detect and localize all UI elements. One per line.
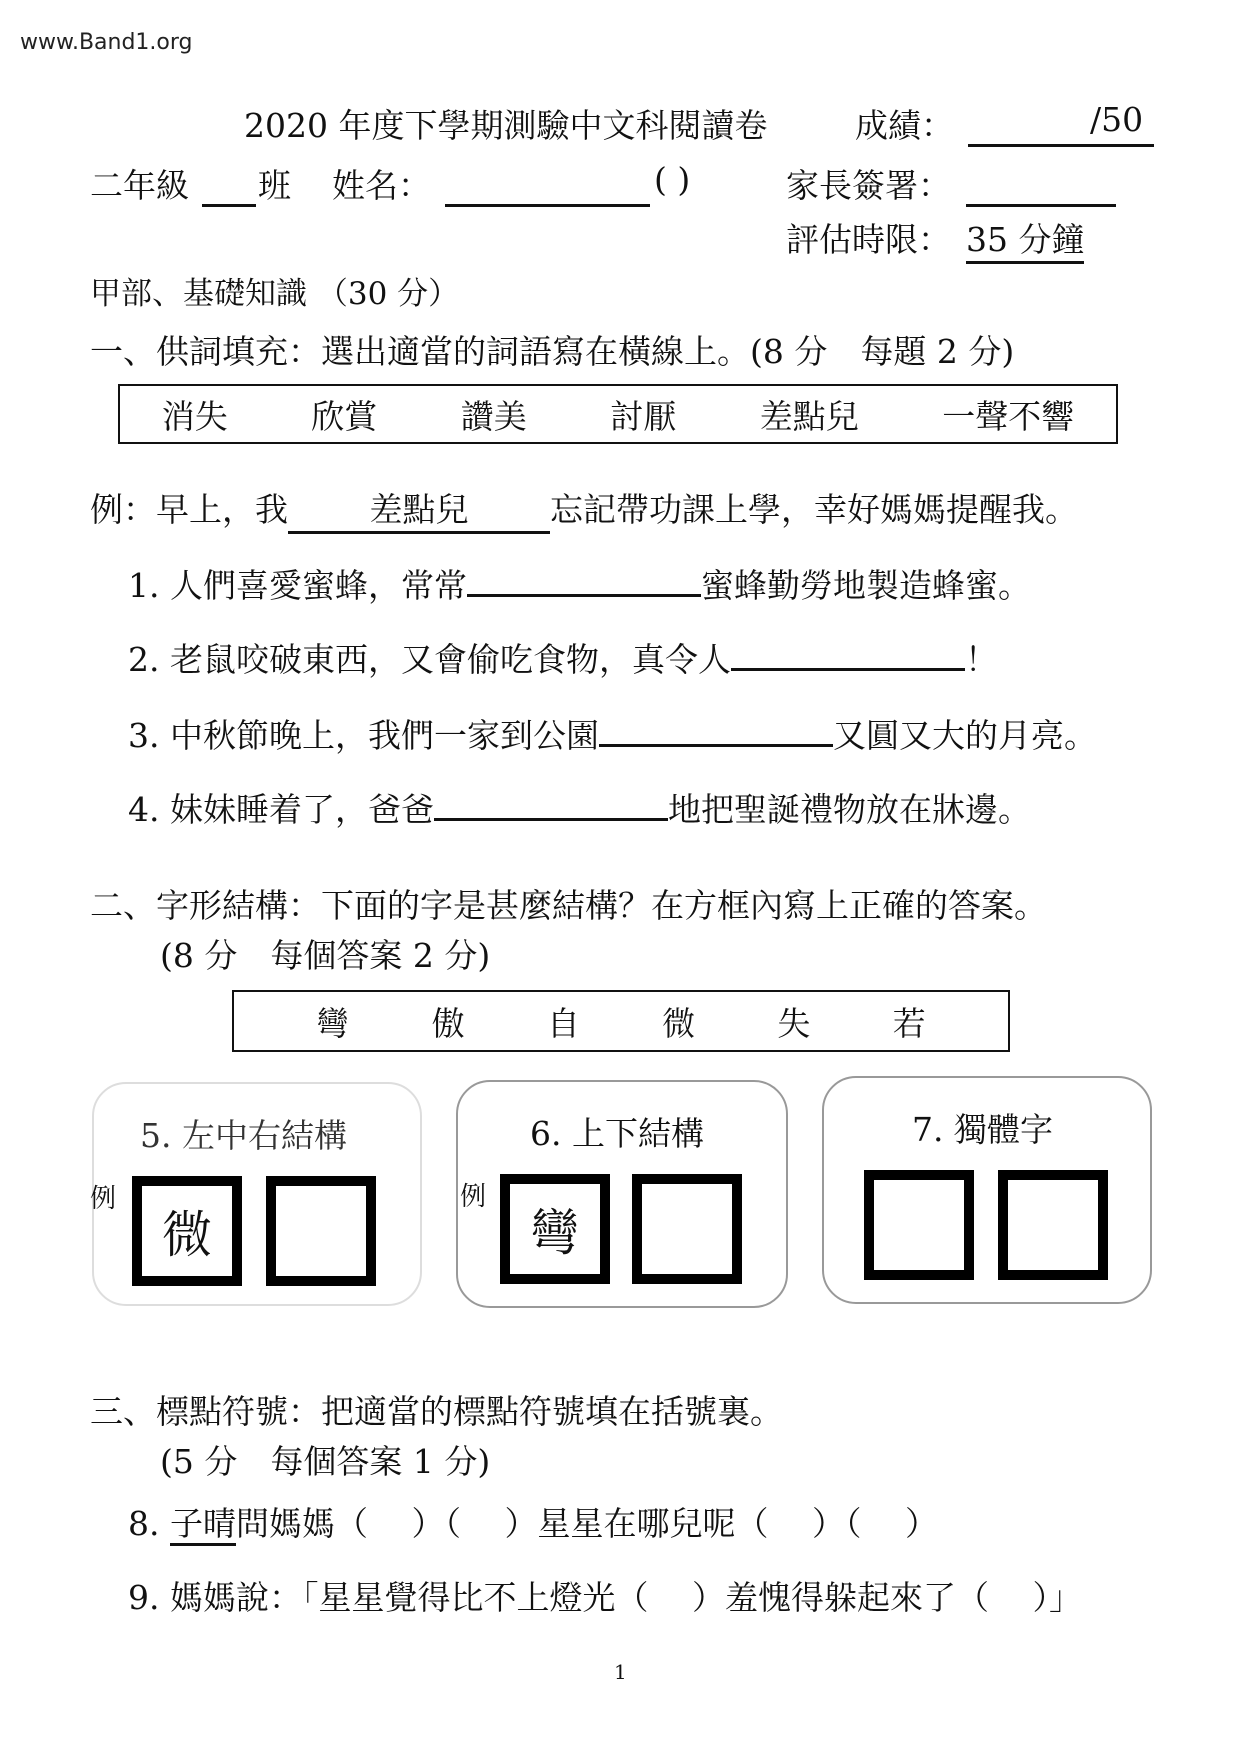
example-char: 微 [162,1206,212,1264]
group-label: 6. 上下結構 [530,1114,704,1153]
score-label: 成績： [855,106,954,145]
group-label: 5. 左中右結構 [140,1116,347,1155]
q1-example [90,484,1078,534]
q3-title: 三、標點符號：把適當的標點符號填在括號裏。 [90,1392,783,1431]
answer-box[interactable] [632,1174,742,1284]
item-prefix: 4. 妹妹睡着了，爸爸 [128,790,434,829]
example-label: 例 [90,1184,117,1214]
item-suffix: 地把聖誕禮物放在牀邊。 [667,790,1031,829]
answer-box[interactable] [266,1176,376,1286]
example-label: 例 [460,1182,487,1212]
parent-sign-field[interactable] [966,164,1116,207]
char-bank-item: 傲 [431,1003,465,1043]
word-bank-item: 討厭 [610,396,677,436]
class-field[interactable] [202,164,256,207]
example-box [132,1176,242,1286]
char-bank [232,990,1010,1052]
char-bank-item: 彎 [316,1003,350,1043]
word-bank [118,384,1118,444]
item-prefix: 1. 人們喜愛蜜蜂，常常 [128,566,467,605]
example-char: 彎 [530,1204,580,1262]
item-suffix: 又圓又大的月亮。 [832,716,1097,755]
item-text: 問媽媽（ ）（ ）星星在哪兒呢（ ）（ ） [235,1504,938,1543]
item-number: 8. [128,1504,170,1543]
q1-item-2 [128,634,998,681]
char-bank-item: 微 [662,1003,696,1043]
word-bank-item: 消失 [161,396,228,436]
proper-name: 子晴 [170,1504,236,1546]
q1-item-4 [128,784,1031,831]
char-bank-item: 若 [892,1003,926,1043]
q3-item-8 [128,1498,938,1545]
word-bank-item: 差點兒 [759,396,859,436]
item-prefix: 2. 老鼠咬破東西，又會偷吃食物，真令人 [128,640,731,679]
q1-item-3 [128,710,1097,757]
item-prefix: 3. 中秋節晚上，我們一家到公園 [128,716,599,755]
item-suffix: 蜜蜂勤勞地製造蜂蜜。 [700,566,1031,605]
example-suffix: 忘記帶功課上學，幸好媽媽提醒我。 [550,490,1078,529]
group-label: 7. 獨體字 [912,1110,1053,1149]
q2-title: 二、字形結構：下面的字是甚麼結構？在方框內寫上正確的答案。 [90,886,1047,925]
answer-blank[interactable] [467,593,701,597]
part-a-heading: 甲部、基礎知識 （30 分） [90,276,460,312]
word-bank-item: 欣賞 [311,396,378,436]
q2-marks: (8 分 每個答案 2 分) [160,936,491,975]
item-suffix: ！ [964,640,998,679]
char-bank-item: 自 [546,1003,580,1043]
word-bank-item: 一聲不響 [942,396,1075,436]
paper-title: 2020 年度下學期測驗中文科閱讀卷 [244,106,768,145]
answer-blank[interactable] [434,817,668,821]
parent-sign-label: 家長簽署： [786,166,951,205]
score-total: /50 [1090,100,1144,139]
q3-item-9: 9. 媽媽說：「星星覺得比不上燈光（ ）羞愧得躲起來了（ ）」 [128,1578,1082,1617]
example-box [500,1174,610,1284]
time-value: 35 分鐘 [966,214,1084,264]
answer-box[interactable] [998,1170,1108,1280]
answer-blank[interactable] [731,667,965,671]
name-field[interactable] [445,164,650,207]
class-number-parens: ( ) [654,160,691,199]
q1-title: 一、供詞填充：選出適當的詞語寫在橫線上。(8 分 每題 2 分) [90,332,1015,371]
example-answer: 差點兒 [288,484,550,534]
answer-blank[interactable] [599,743,833,747]
site-watermark: www.Band1.org [20,30,193,55]
q1-item-1 [128,560,1031,607]
name-label: 姓名： [332,166,431,205]
page-number: 1 [614,1660,627,1684]
answer-box[interactable] [864,1170,974,1280]
class-label: 班 [258,166,291,205]
char-bank-item: 失 [777,1003,811,1043]
example-prefix: 例：早上，我 [90,490,288,529]
grade-label: 二年級 [90,166,189,205]
word-bank-item: 讚美 [460,396,527,436]
time-label: 評估時限： [786,220,951,259]
q3-marks: (5 分 每個答案 1 分) [160,1442,491,1481]
